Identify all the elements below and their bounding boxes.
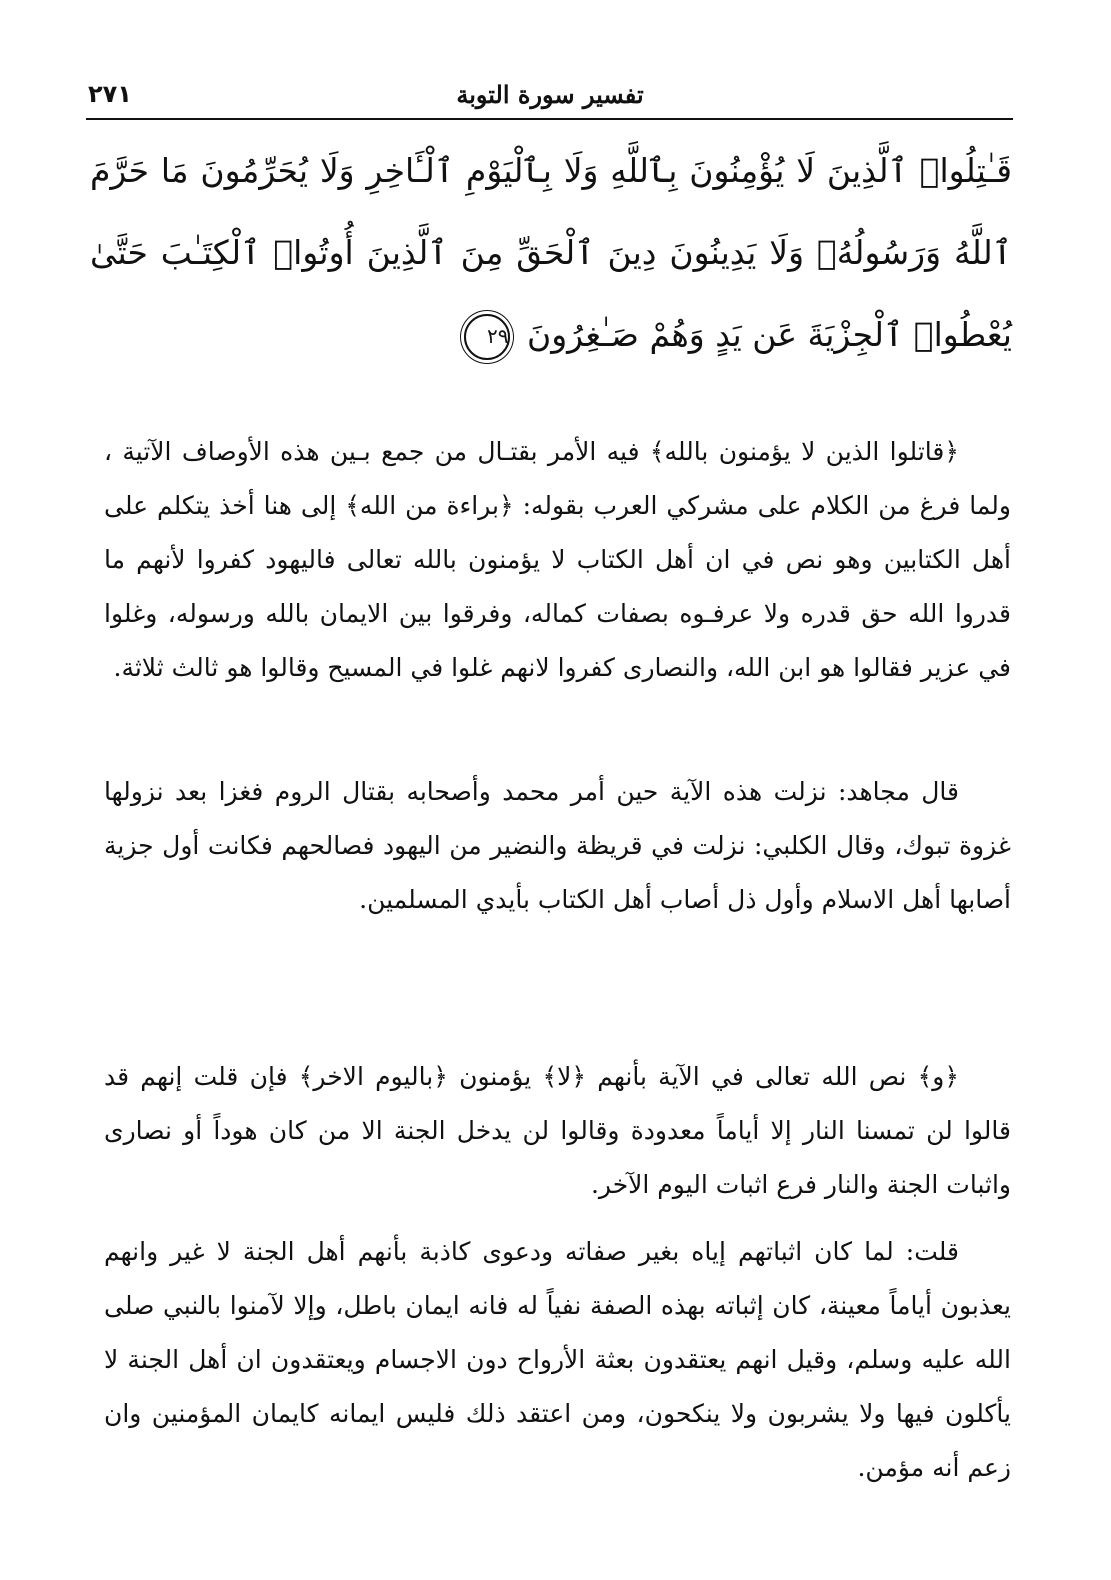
commentary-paragraph-4: قلت: لما كان اثباتهم إياه بغير صفاته ودعوى كاذبة بأنهم أهل الجنة لا غير وانهم يعذبون أياماً معينة، كان إثباته بهذه الصفة نفياً له فانه ايمان باطل، وإلا لآمنوا بالنبي صلى الله عليه وسلم، وقيل انهم يعتقدون بعثة الأرواح دون الاجسام ويعتقدون ان أهل الجنة لا يأكلون فيها ولا يشربون ولا ينكحون، ومن اعتقد ذلك فليس ايمانه كايمان المؤمنين وان زعم أنه مؤمن. <box>104 1237 1011 1482</box>
header-divider <box>86 118 1013 120</box>
commentary-paragraph-3: ﴿و﴾ نص الله تعالى في الآية بأنهم ﴿لا﴾ يؤمنون ﴿باليوم الاخر﴾ فإن قلت إنهم قد قالوا لن تمسنا النار إلا أياماً معدودة وقالوا لن يدخل الجنة الا من كان هوداً أو نصارى واثبات الجنة والنار فرع اثبات اليوم الآخر. <box>104 1062 1011 1199</box>
page-header <box>88 70 1012 114</box>
verse-text: قَـٰتِلُوا۟ ٱلَّذِينَ لَا يُؤْمِنُونَ بِٱللَّهِ وَلَا بِٱلْيَوْمِ ٱلْـَٔاخِرِ وَلَا يُحَرِّمُونَ مَا حَرَّمَ ٱللَّهُ وَرَسُولُهُۥ وَلَا يَدِينُونَ دِينَ ٱلْحَقِّ مِنَ ٱلَّذِينَ أُوتُوا۟ ٱلْكِتَـٰبَ حَتَّىٰ يُعْطُوا۟ ٱلْجِزْيَةَ عَن يَدٍ وَهُمْ صَـٰغِرُونَ <box>90 151 1012 354</box>
commentary-paragraph-1: ﴿قاتلوا الذين لا يؤمنون بالله﴾ فيه الأمر بقتـال من جمع بـين هذه الأوصاف الآتية ، ولما فرغ من الكلام على مشركي العرب بقوله: ﴿براءة من الله﴾ إلى هنا أخذ يتكلم على أهل الكتابين وهو نص في ان أهل الكتاب لا يؤمنون بالله تعالى فاليهود كفروا لأنهم ما قدروا الله حق قدره ولا عرفـوه بصفات كماله، وفرقوا بين الايمان بالله ورسوله، وغلوا في عزير فقالوا هو ابن الله، والنصارى كفروا لانهم غلوا في المسيح وقالوا هو ثالث ثلاثة. <box>104 437 1011 682</box>
running-title: تفسير سورة التوبة <box>456 80 644 109</box>
quran-verse <box>90 130 1012 375</box>
commentary-paragraph-2: قال مجاهد: نزلت هذه الآية حين أمر محمد وأصحابه بقتال الروم فغزا بعد نزولها غزوة تبوك، وقال الكلبي: نزلت في قريظة والنضير من اليهود فصالحهم فكانت أول جزية أصابها أهل الاسلام وأول ذل أصاب أهل الكتاب بأيدي المسلمين. <box>104 777 1011 914</box>
page-number: ٢٧١ <box>88 80 132 108</box>
ayah-number-marker: ٢٩ <box>464 314 510 360</box>
